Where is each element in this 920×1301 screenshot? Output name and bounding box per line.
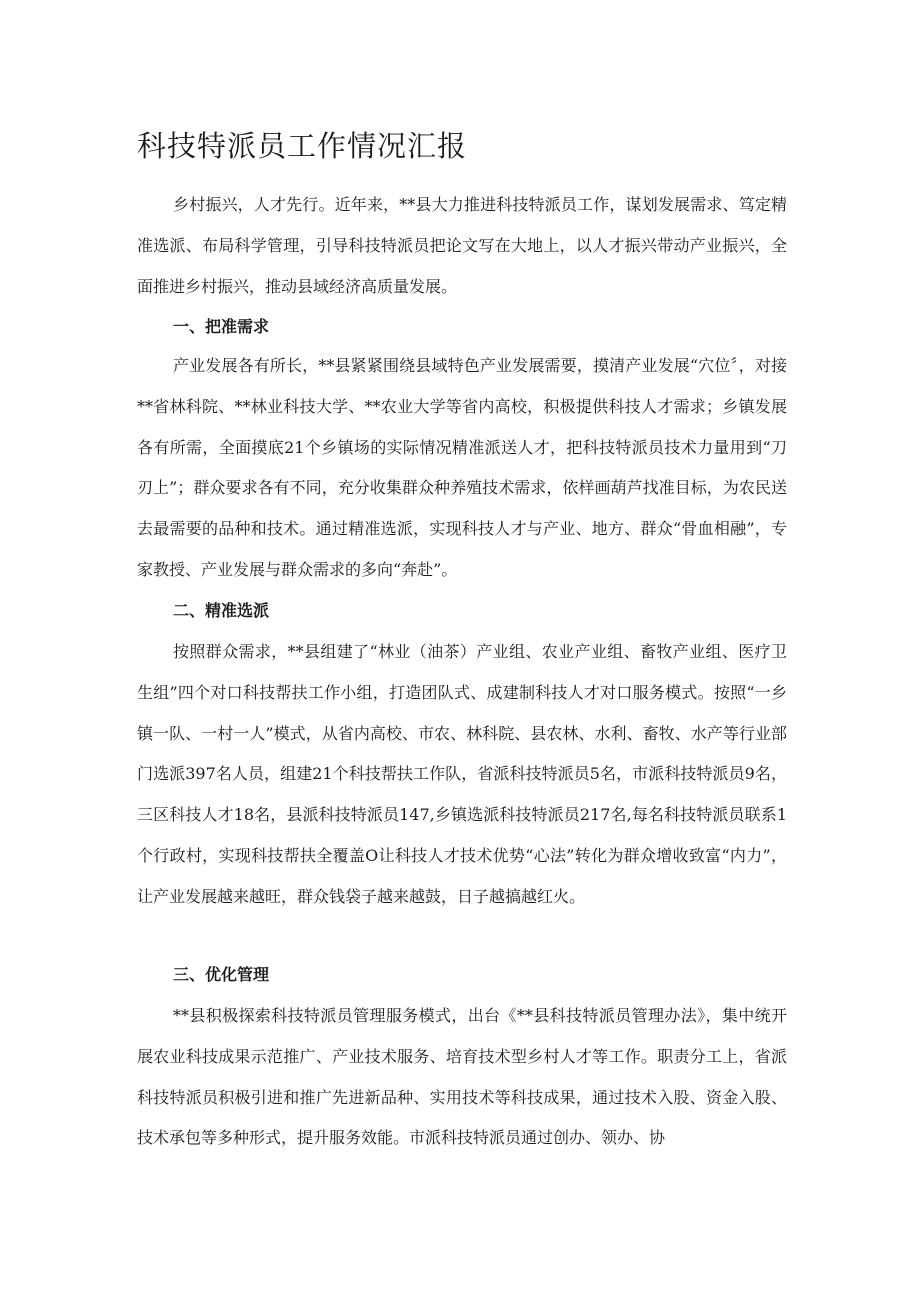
intro-paragraph: 乡村振兴，人才先行。近年来，**县大力推进科技特派员工作，谋划发展需求、笃定精准选派、布局科学管理，引导科技特派员把论文写在大地上，以人才振兴带动产业振兴，全面推进乡村振兴，推动县域经济高质量发展。 xyxy=(137,195,787,296)
section-heading-needs: 一、把准需求 xyxy=(173,317,270,336)
section-paragraph-selection: 按照群众需求，**县组建了“林业（油茶）产业组、农业产业组、畜牧产业组、医疗卫生组”四个对口科技帮扶工作小组，打造团队式、成建制科技人才对口服务模式。按照“一乡镇一队、一村一人”模式，从省内高校、市农、林科院、县农林、水利、畜牧、水产等行业部门选派397名人员，组建21个科技帮扶工作队，省派科技特派员5名，市派科技特派员9名，三区科技人才18名，县派科技特派员147,乡镇选派科技特派员217名,每名科技特派员联系1个行政村，实现科技帮扶全覆盖O让科技人才技术优势“心法”转化为群众增收致富“内力”，让产业发展越来越旺，群众钱袋子越来越鼓，日子越搞越红火。 xyxy=(137,642,787,906)
section-paragraph-needs: 产业发展各有所长，**县紧紧围绕县域特色产业发展需要，摸清产业发展“穴位〞，对接**省林科院、**林业科技大学、**农业大学等省内高校，积极提供科技人才需求；乡镇发展各有所需，全面摸底21个乡镇场的实际情况精准派送人才，把科技特派员技术力量用到“刀刃上”；群众要求各有不同，充分收集群众种养殖技术需求，依样画葫芦找准目标，为农民送去最需要的品种和技术。通过精准选派，实现科技人才与产业、地方、群众“骨血相融”，专家教授、产业发展与群众需求的多向“奔赴”。 xyxy=(137,356,787,579)
section-paragraph-management: **县积极探索科技特派员管理服务模式，出台《**县科技特派员管理办法》，集中统开展农业科技成果示范推广、产业技术服务、培育技术型乡村人才等工作。职责分工上，省派科技特派员积极引进和推广先进新品种、实用技术等科技成果，通过技术入股、资金入股、技术承包等多种形式，提升服务效能。市派科技特派员通过创办、领办、协 xyxy=(137,1006,787,1148)
section-heading-management: 三、优化管理 xyxy=(173,965,270,984)
section-heading-selection: 二、精准选派 xyxy=(173,601,270,620)
document-title: 科技特派员工作情况汇报 xyxy=(137,129,468,163)
